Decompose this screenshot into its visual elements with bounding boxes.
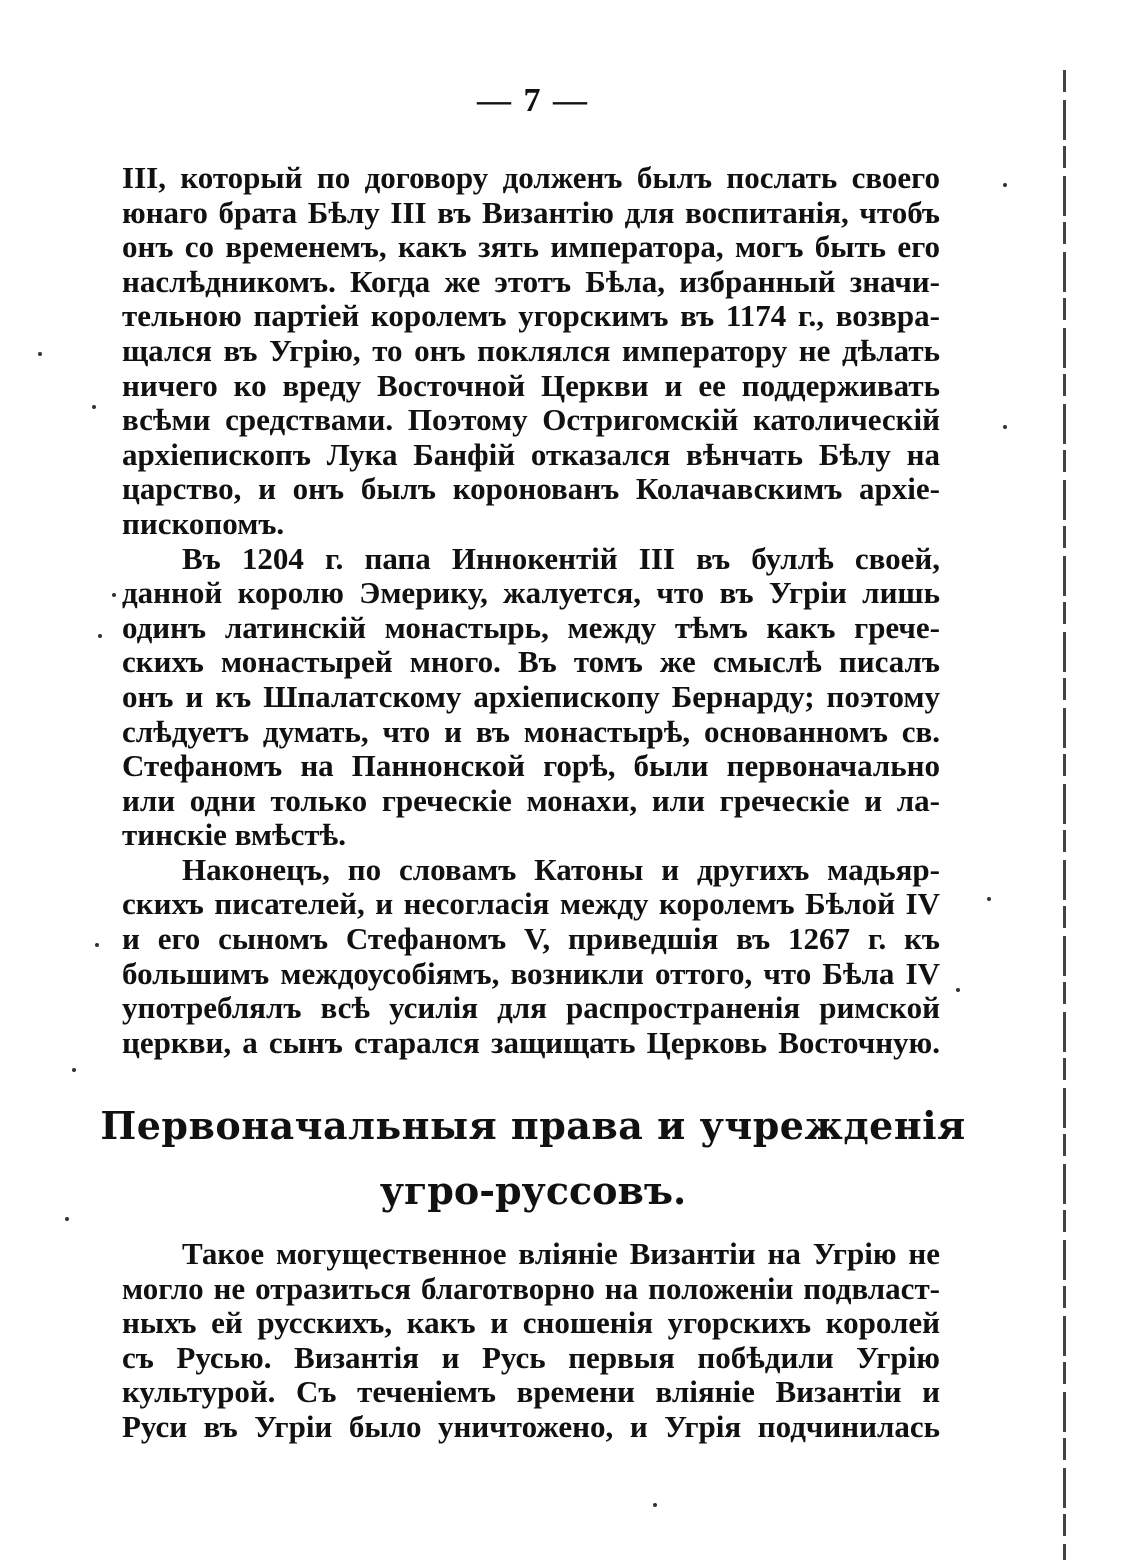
text-line: съ Русью. Византія и Русь первыя побѣдили Угрію [122,1340,940,1375]
text-line: слѣдуетъ думать, что и въ монастырѣ, основанномъ св. [122,714,940,749]
text-line: царство, и онъ былъ коронованъ Колачавскимъ архіе- [122,472,940,507]
text-line: Такое могущественное вліяніе Византіи на Угрію не [182,1237,940,1271]
text-line: Стефаномъ на Паннонской горѣ, были первоначально [122,749,940,784]
scan-speck [65,1217,69,1221]
text-line: могло не отразиться благотворно на положеніи подвласт- [122,1271,940,1306]
text-line: всѣми средствами. Поэтому Остригомскій католическій [122,403,940,438]
text-line: наслѣдникомъ. Когда же этотъ Бѣла, избранный значи- [122,264,940,299]
text-line: одинъ латинскій монастырь, между тѣмъ какъ грече- [122,610,940,645]
margin-rule [1063,70,1066,1560]
text-line: тельною партіей королемъ угорскимъ въ 1174 г., возвра- [122,299,940,334]
text-line: III, который по договору долженъ былъ послать своего [122,161,940,195]
scan-speck [987,897,991,901]
section-heading-continued: угро-руссовъ. [379,1168,687,1213]
text-line: употреблялъ всѣ усилія для распространенія римской [122,991,940,1026]
scan-speck [92,405,96,409]
text-line: или одни только греческіе монахи, или греческіе и ла- [122,783,940,818]
text-line: ничего ко вреду Восточной Церкви и ее поддерживать [122,368,940,403]
scan-speck [72,1068,76,1072]
text-line: скихъ монастырей много. Въ томъ же смыслѣ писалъ [122,645,940,680]
scan-speck [653,1503,657,1507]
text-block-top [122,161,940,1060]
scan-speck [1003,183,1007,187]
text-line: архіепископъ Лука Банфій отказался вѣнчать Бѣлу на [122,437,940,472]
text-line: большимъ междоусобіямъ, возникли оттого, что Бѣла IV [122,956,940,991]
text-line: скихъ писателей, и несогласія между королемъ Бѣлой IV [122,887,940,922]
text-line: онъ со временемъ, какъ зять императора, могъ быть его [122,230,940,265]
scan-speck [956,988,960,992]
text-line: Наконецъ, по словамъ Катоны и другихъ мадьяр- [182,852,940,887]
text-line: культурой. Съ теченіемъ времени вліяніе Византіи и [122,1375,940,1410]
text-line: церкви, а сынъ старался защищать Церковь Восточную. [122,1025,940,1060]
text-block-bottom [122,1237,940,1445]
scan-speck [95,943,99,947]
scan-speck [98,634,102,638]
text-line: тинскіе вмѣстѣ. [122,818,346,853]
text-line: данной королю Эмерику, жалуется, что въ Угріи лишь [122,576,940,611]
scan-speck [38,352,42,356]
text-line: юнаго брата Бѣлу III въ Византію для воспитанія, чтобъ [122,195,940,230]
text-line: онъ и къ Шпалатскому архіепископу Бернарду; поэтому [122,679,940,714]
text-line: ныхъ ей русскихъ, какъ и сношенія угорскихъ королей [122,1306,940,1341]
scan-speck [112,593,116,597]
page-number: — 7 — [477,82,589,119]
section-heading: Первоначальныя права и учрежденія [100,1103,966,1148]
text-line: Въ 1204 г. папа Иннокентій III въ буллѣ своей, [182,541,940,576]
text-line: Руси въ Угріи было уничтожено, и Угрія подчинилась [122,1409,940,1444]
text-line: пископомъ. [122,506,285,541]
text-line: и его сыномъ Стефаномъ V, приведшія въ 1267 г. къ [122,922,940,957]
scan-speck [1003,425,1007,429]
text-line: щался въ Угрію, то онъ поклялся императору не дѣлать [122,333,940,368]
